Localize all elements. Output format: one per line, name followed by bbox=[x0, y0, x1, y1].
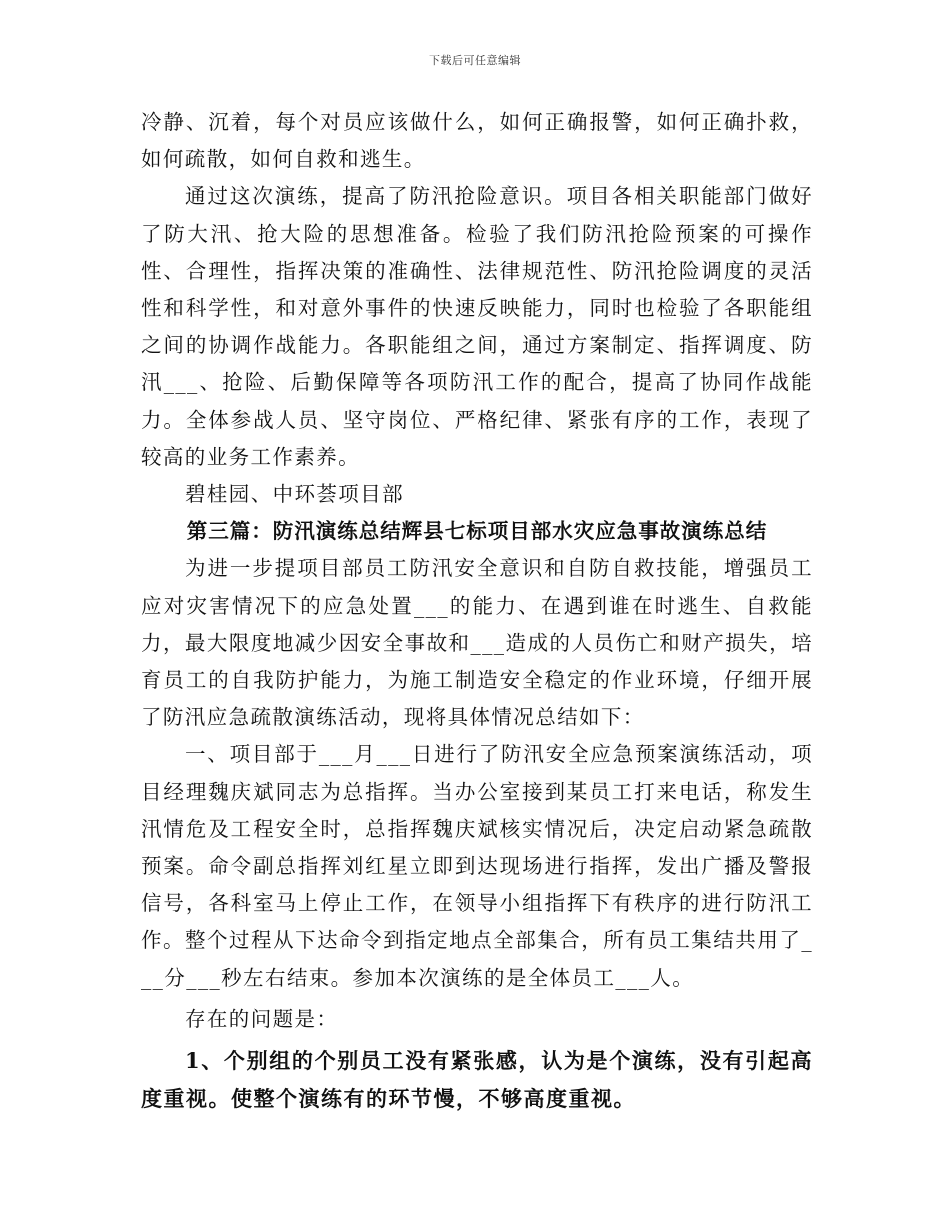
paragraph-signature: 碧桂园、中环荟项目部 bbox=[185, 482, 404, 507]
paragraph-problem-1: 1、个别组的个别员工没有紧张感，认为是个演练，没有引起高度重视。使整个演练有的环节慢，不够高度重视。 bbox=[141, 1048, 813, 1112]
paragraph-drill-effect: 通过这次演练，提高了防汛抢险意识。项目各相关职能部门做好了防大汛、抢大险的思想准备。检验了我们防汛抢险预案的可操作性、合理性，指挥决策的准确性、法律规范性、防汛抢险调度的灵活性和科学性，和对意外事件的快速反映能力，同时也检验了各职能组之间的协调作战能力。各职能组之间，通过方案制定、指挥调度、防汛___、抢险、后勤保障等各项防汛工作的配合，提高了协同作战能力。全体参战人员、坚守岗位、严格纪律、紧张有序的工作，表现了较高的业务工作素养。 bbox=[141, 184, 813, 469]
paragraph-intro: 为进一步提项目部员工防汛安全意识和自防自救技能，增强员工应对灾害情况下的应急处置___的能力、在遇到谁在时逃生、自救能力，最大限度地减少因安全事故和___造成的人员伤亡和财产损失，培育员工的自我防护能力，为施工制造安全稳定的作业环境，仔细开展了防汛应急疏散演练活动，现将具体情况总结如下： bbox=[141, 556, 813, 730]
paragraph-problems-label: 存在的问题是： bbox=[185, 1006, 339, 1031]
section-heading: 第三篇：防汛演练总结辉县七标项目部水灾应急事故演练总结 bbox=[186, 519, 768, 544]
paragraph-continuation: 冷静、沉着，每个对员应该做什么，如何正确报警，如何正确扑救，如何疏散，如何自救和逃生。 bbox=[141, 110, 813, 172]
paragraph-drill-process: 一、项目部于___月___日进行了防汛安全应急预案演练活动，项目经理魏庆斌同志为总指挥。当办公室接到某员工打来电话，称发生汛情危及工程安全时，总指挥魏庆斌核实情况后，决定启动紧急疏散预案。命令副总指挥刘红星立即到达现场进行指挥，发出广播及警报信号，各科室马上停止工作，在领导小组指挥下有秩序的进行防汛工作。整个过程从下达命令到指定地点全部集合，所有员工集结共用了___分___秒左右结束。参加本次演练的是全体员工___人。 bbox=[141, 742, 813, 990]
page-header: 下载后可任意编辑 bbox=[429, 54, 521, 67]
document-body bbox=[141, 104, 813, 1118]
